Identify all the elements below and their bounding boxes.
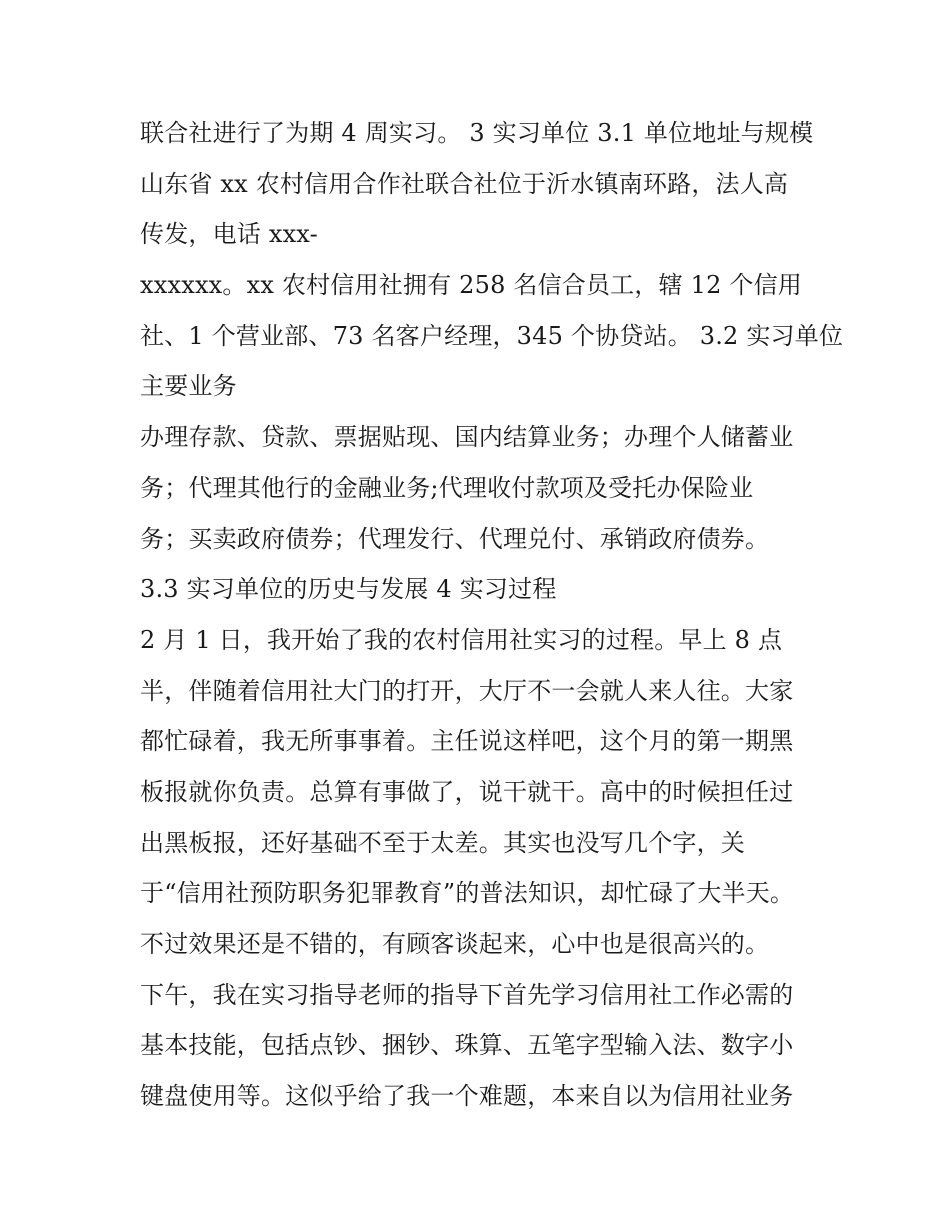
text-line: 联合社进行了为期 4 周实习。 3 实习单位 3.1 单位地址与规模 xyxy=(140,119,814,147)
text-line: 社、1 个营业部、73 名客户经理，345 个协贷站。 3.2 实习单位 xyxy=(140,321,844,350)
text-line: 于“信用社预防职务犯罪教育”的普法知识，却忙碌了大半天。 xyxy=(140,879,795,908)
text-line: 主要业务 xyxy=(140,372,237,401)
text-line: 传发，电话 xxx- xyxy=(140,220,318,249)
text-line: 基本技能，包括点钞、捆钞、珠算、五笔字型输入法、数字小 xyxy=(140,1031,794,1060)
text-line: 山东省 xx 农村信用合作社联合社位于沂水镇南环路，法人高 xyxy=(140,169,789,198)
text-line: 办理存款、贷款、票据贴现、国内结算业务；办理个人储蓄业 xyxy=(140,423,794,452)
text-line: xxxxxx。xx 农村信用社拥有 258 名信合员工，辖 12 个信用 xyxy=(140,271,802,300)
text-line: 3.3 实习单位的历史与发展 4 实习过程 xyxy=(140,575,557,604)
text-line: 半，伴随着信用社大门的打开，大厅不一会就人来人往。大家 xyxy=(140,676,794,705)
document-body xyxy=(140,108,844,1122)
text-line: 务；代理其他行的金融业务;代理收付款项及受托办保险业 xyxy=(140,473,754,502)
text-line: 都忙碌着，我无所事事着。主任说这样吧，这个月的第一期黑 xyxy=(140,727,794,756)
text-line: 板报就你负责。总算有事做了，说干就干。高中的时候担任过 xyxy=(140,777,794,806)
text-line: 出黑板报，还好基础不至于太差。其实也没写几个字，关 xyxy=(140,828,745,857)
text-line: 下午，我在实习指导老师的指导下首先学习信用社工作必需的 xyxy=(140,980,794,1009)
text-line: 2 月 1 日，我开始了我的农村信用社实习的过程。早上 8 点 xyxy=(140,625,783,654)
text-line: 不过效果还是不错的，有顾客谈起来，心中也是很高兴的。 xyxy=(140,930,770,958)
text-line: 键盘使用等。这似乎给了我一个难题，本来自以为信用社业务 xyxy=(140,1082,794,1111)
text-line: 务；买卖政府债券；代理发行、代理兑付、承销政府债券。 xyxy=(140,524,770,553)
